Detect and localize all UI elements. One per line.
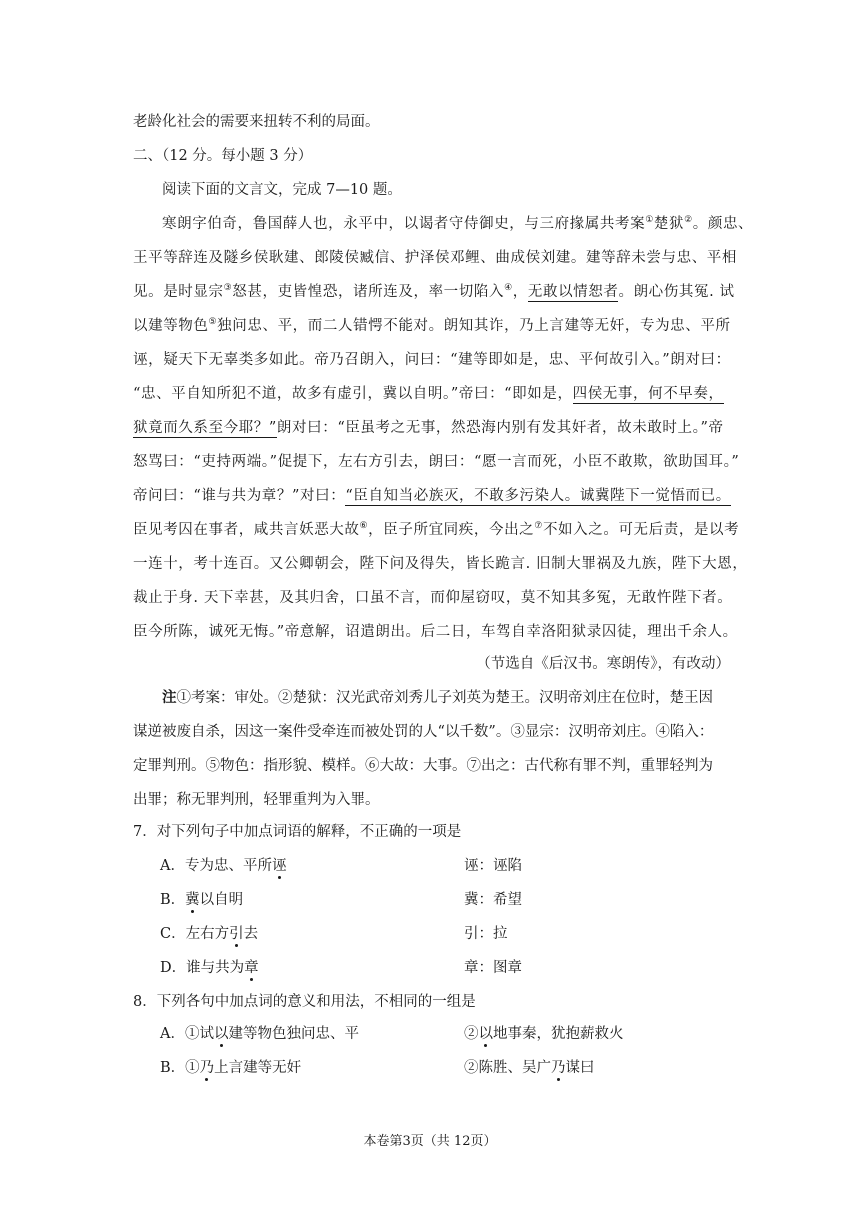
passage-line <box>133 418 733 438</box>
q7-option-b[interactable] <box>160 890 243 910</box>
q8-option-a[interactable] <box>160 1024 359 1044</box>
notes-text: ①考案：审处。②楚狱：汉光武帝刘秀儿子刘英为楚王。汉明帝刘庄在位时，楚王因 <box>176 690 713 706</box>
option-letter: A． <box>160 858 185 874</box>
passage-source: （节选自《后汉书。寒朗传》，有改动） <box>476 656 730 672</box>
option-text: ①试 <box>184 1026 214 1042</box>
dotted-word: 诬 <box>271 858 287 874</box>
passage-text: 。朗心伤其冤. 试 <box>618 284 735 300</box>
dotted-word: 乃 <box>551 1060 566 1076</box>
option-text: 左右方 <box>185 926 230 942</box>
notes-line: 谋逆被废自杀，因这一案件受牵连而被处罚的人“以千数”。③显宗：汉明帝刘庄。④陷入： <box>133 724 714 740</box>
passage-line <box>133 316 733 336</box>
passage-text: 独问忠、平，而二人错愕不能对。朗知其诈，乃上言建等无奸，专为忠、平所 <box>217 318 731 334</box>
option-text: 以自明 <box>199 892 244 908</box>
question-8-stem: 8．下列各句中加点词的意义和用法，不相同的一组是 <box>133 994 476 1010</box>
dotted-word: 冀 <box>185 892 200 908</box>
passage-text: ， <box>512 284 528 300</box>
option-text: 谁与共为 <box>186 960 245 976</box>
passage-text: 以建等物色 <box>133 318 209 334</box>
underlined-phrase: 四侯无事，何不早奏， <box>572 386 724 402</box>
passage-line: 裁止于身. 天下幸甚，及其归舍，口虽不言，而仰屋窃叹，莫不知其多冤，无敢忤陛下者。 <box>133 590 733 606</box>
dotted-word: 引 <box>229 926 244 942</box>
passage-line: 诬，疑天下无辜类多如此。帝乃召朗入，问曰：“建等即如是，忠、平何故引入。”朗对曰： <box>133 352 731 368</box>
q7-option-a-explanation: 诬：诬陷 <box>464 858 522 874</box>
notes-line: 定罪判刑。⑤物色：指形貌、模样。⑥大故：大事。⑦出之：古代称有罪不判，重罪轻判为 <box>133 758 713 774</box>
option-text: 专为忠、平所 <box>184 858 272 874</box>
passage-text: 不如入之。可无后责，是以考 <box>542 522 740 538</box>
option-text: 上言建等无奸 <box>214 1060 302 1076</box>
option-letter: D． <box>160 960 187 976</box>
passage-text: 臣见考囚在事者，咸共言妖恶大故 <box>133 522 360 538</box>
option-letter: B． <box>160 1060 186 1076</box>
question-7-stem: 7．对下列句子中加点词语的解释，不正确的一项是 <box>133 824 462 840</box>
option-letter: A． <box>160 1026 185 1042</box>
option-text: ② <box>464 1026 479 1042</box>
dotted-word: 以 <box>478 1026 493 1042</box>
passage-line: 一连十，考十连百。又公卿朝会，陛下问及得失，皆长跪言. 旧制大罪祸及九族，陛下大恩， <box>133 556 748 572</box>
passage-text: “忠、平自知所犯不道，故多有虚引，冀以自明。”帝曰：“即如是， <box>133 386 573 402</box>
q7-option-a[interactable] <box>160 856 286 876</box>
footnote-marker: ① <box>645 215 654 226</box>
instruction: 阅读下面的文言文，完成 7—10 题。 <box>162 182 402 198</box>
passage-line: 臣今所陈，诚死无悔。”帝意解，诏遣朗出。后二日，车驾自幸洛阳狱录囚徒，理出千余人。 <box>133 624 738 640</box>
q7-option-d[interactable] <box>160 958 259 978</box>
dotted-word: 乃 <box>199 1060 215 1076</box>
q7-option-b-explanation: 冀：希望 <box>464 892 522 908</box>
option-text: 谋曰 <box>565 1060 595 1076</box>
notes-line <box>162 688 762 708</box>
q8-option-b[interactable] <box>160 1058 301 1078</box>
q7-option-c[interactable] <box>160 924 258 944</box>
option-text: ① <box>185 1060 200 1076</box>
passage-text: 帝问曰：“谁与共为章？”对曰： <box>133 488 346 504</box>
passage-line <box>133 282 733 302</box>
notes-label: 注 <box>162 689 177 706</box>
option-letter: C． <box>160 926 186 942</box>
option-letter: B． <box>160 892 186 908</box>
dotted-word: 以 <box>213 1026 229 1042</box>
underlined-phrase: 无敢以情恕者 <box>527 284 619 300</box>
passage-text: ，臣子所宜同疾，今出之 <box>368 522 535 538</box>
q7-option-c-explanation: 引：拉 <box>464 926 508 942</box>
option-text: 去 <box>243 926 259 942</box>
passage-text: 见。是时显宗 <box>133 284 224 300</box>
section-heading: 二、（12 分。每小题 3 分） <box>133 148 313 164</box>
option-text: 地事秦，犹抱薪救火 <box>493 1026 624 1042</box>
notes-line: 出罪；称无罪判刑，轻罪重判为入罪。 <box>133 792 380 808</box>
passage-text: 。颜忠、 <box>692 216 754 232</box>
passage-line: 王平等辞连及隧乡侯耿建、郎陵侯臧信、护泽侯邓鲤、曲成侯刘建。建等辞未尝与忠、平相 <box>133 250 737 266</box>
passage-line <box>133 520 740 540</box>
footnote-marker: ② <box>684 215 693 226</box>
passage-text: 楚狱 <box>653 216 685 232</box>
passage-line <box>162 214 762 234</box>
footnote-marker: ⑦ <box>534 521 543 532</box>
footnote-marker: ⑤ <box>208 317 218 328</box>
q8-option-b-right <box>464 1058 595 1078</box>
dotted-word: 章 <box>244 960 259 976</box>
footnote-marker: ④ <box>504 283 513 294</box>
underlined-phrase: “臣自知当必族灭，不敢多污染人。诚冀陛下一觉悟而已。 <box>345 488 731 504</box>
option-text: ②陈胜、吴广 <box>464 1060 551 1076</box>
passage-text: 寒朗字伯奇，鲁国薛人也，永平中，以谒者守侍御史，与三府掾属共考案 <box>162 216 646 232</box>
passage-text: 朗对曰：“臣虽考之无事，然恐海内别有发其奸者，故未敢时上。”帝 <box>276 420 724 436</box>
passage-line <box>133 486 733 506</box>
passage-text: 怒甚，吏皆惶恐，诸所连及，率一切陷入 <box>232 284 505 300</box>
option-text: 建等物色独问忠、平 <box>228 1026 359 1042</box>
page-footer: 本卷第3页（共 12页） <box>363 1134 497 1149</box>
footnote-marker: ⑥ <box>359 521 369 532</box>
underlined-phrase: 狱竟而久系至今耶？” <box>133 420 277 436</box>
q8-option-a-right <box>464 1024 624 1044</box>
passage-line: 怒骂曰：“吏持两端。”促提下，左右方引去，朗曰：“愿一言而死，小臣不敢欺，欲助国耳。” <box>133 454 740 470</box>
q7-option-d-explanation: 章：图章 <box>464 960 522 976</box>
intro-tail: 老龄化社会的需要来扭转不利的局面。 <box>133 114 380 130</box>
footnote-marker: ③ <box>223 283 233 294</box>
passage-line <box>133 384 733 404</box>
